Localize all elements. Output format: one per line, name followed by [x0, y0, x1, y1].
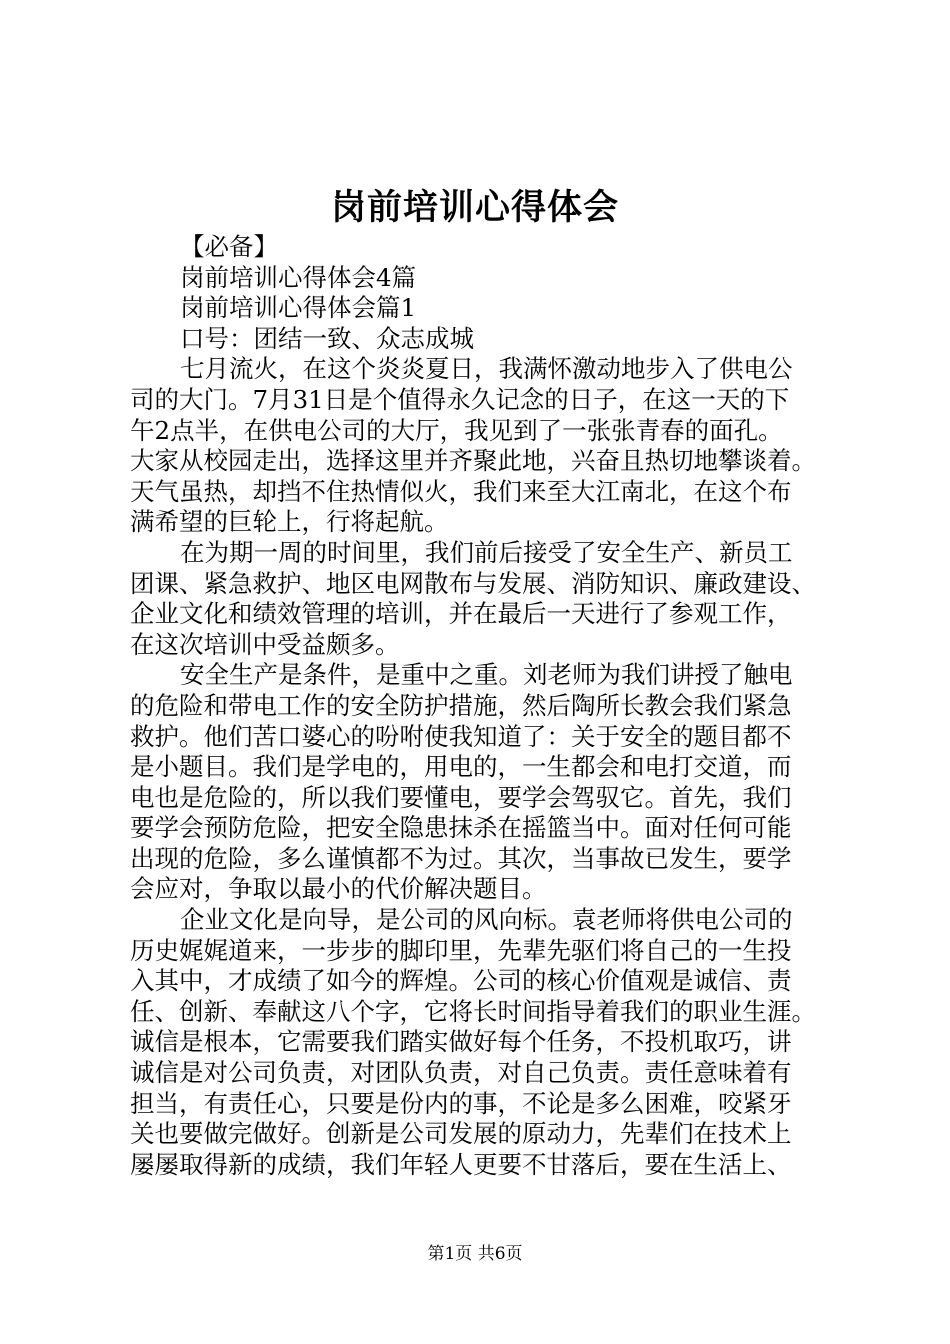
text-line: 关也要做完做好。创新是公司发展的原动力，先辈们在技术上: [130, 1119, 792, 1149]
text-line: 团课、紧急救护、地区电网散布与发展、消防知识、廉政建设、: [130, 568, 816, 598]
text-line: 历史娓娓道来，一步步的脚印里，先辈先驱们将自己的一生投: [130, 935, 792, 965]
text-line: 诚信是根本，它需要我们踏实做好每个任务，不投机取巧，讲: [130, 1027, 792, 1057]
text-line: 入其中，才成绩了如今的辉煌。公司的核心价值观是诚信、责: [130, 966, 792, 996]
text-line: 在这次培训中受益颇多。: [130, 629, 400, 659]
text-line: 企业文化是向导，是公司的风向标。袁老师将供电公司的: [180, 905, 793, 935]
document-title: 岗前培训心得体会: [330, 187, 619, 228]
text-line: 出现的危险，多么谨慎都不为过。其次，当事故已发生，要学: [130, 843, 792, 873]
text-line: 救护。他们苦口婆心的吩咐使我知道了：关于安全的题目都不: [130, 721, 792, 751]
text-line: 天气虽热，却挡不住热情似火，我们来至大江南北，在这个布: [130, 476, 792, 506]
text-line: 七月流火，在这个炎炎夏日，我满怀激动地步入了供电公: [180, 354, 793, 384]
text-line: 电也是危险的，所以我们要懂电，要学会驾驭它。首先，我们: [130, 782, 792, 812]
text-line: 诚信是对公司负责，对团队负责，对自己负责。责任意味着有: [130, 1058, 792, 1088]
text-line: 岗前培训心得体会篇1: [180, 293, 417, 323]
page-footer: 第1页 共6页: [427, 1244, 523, 1264]
text-line: 在为期一周的时间里，我们前后接受了安全生产、新员工: [180, 537, 793, 567]
text-line: 【必备】: [180, 232, 278, 261]
text-line: 企业文化和绩效管理的培训，并在最后一天进行了参观工作，: [130, 599, 792, 629]
text-line: 任、创新、奉献这八个字，它将长时间指导着我们的职业生涯。: [130, 996, 816, 1026]
text-line: 安全生产是条件，是重中之重。刘老师为我们讲授了触电: [180, 660, 793, 690]
text-line: 的危险和带电工作的安全防护措施，然后陶所长教会我们紧急: [130, 690, 792, 720]
text-line: 大家从校园走出，选择这里并齐聚此地，兴奋且热切地攀谈着。: [130, 446, 816, 476]
text-line: 岗前培训心得体会4篇: [180, 262, 417, 292]
text-line: 司的大门。7月31日是个值得永久记念的日子，在这一天的下: [130, 384, 790, 414]
text-line: 屡屡取得新的成绩，我们年轻人更要不甘落后，要在生活上、: [130, 1149, 792, 1179]
text-line: 会应对，争取以最小的代价解决题目。: [130, 874, 547, 904]
text-line: 是小题目。我们是学电的，用电的，一生都会和电打交道，而: [130, 752, 792, 782]
text-line: 午2点半，在供电公司的大厅，我见到了一张张青春的面孔。: [130, 415, 783, 445]
text-line: 口号：团结一致、众志成城: [180, 323, 474, 353]
text-line: 担当，有责任心，只要是份内的事，不论是多么困难，咬紧牙: [130, 1088, 792, 1118]
text-line: 满希望的巨轮上，行将起航。: [130, 507, 449, 537]
document-body: [130, 232, 820, 1180]
text-line: 要学会预防危险，把安全隐患抹杀在摇篮当中。面对任何可能: [130, 813, 792, 843]
